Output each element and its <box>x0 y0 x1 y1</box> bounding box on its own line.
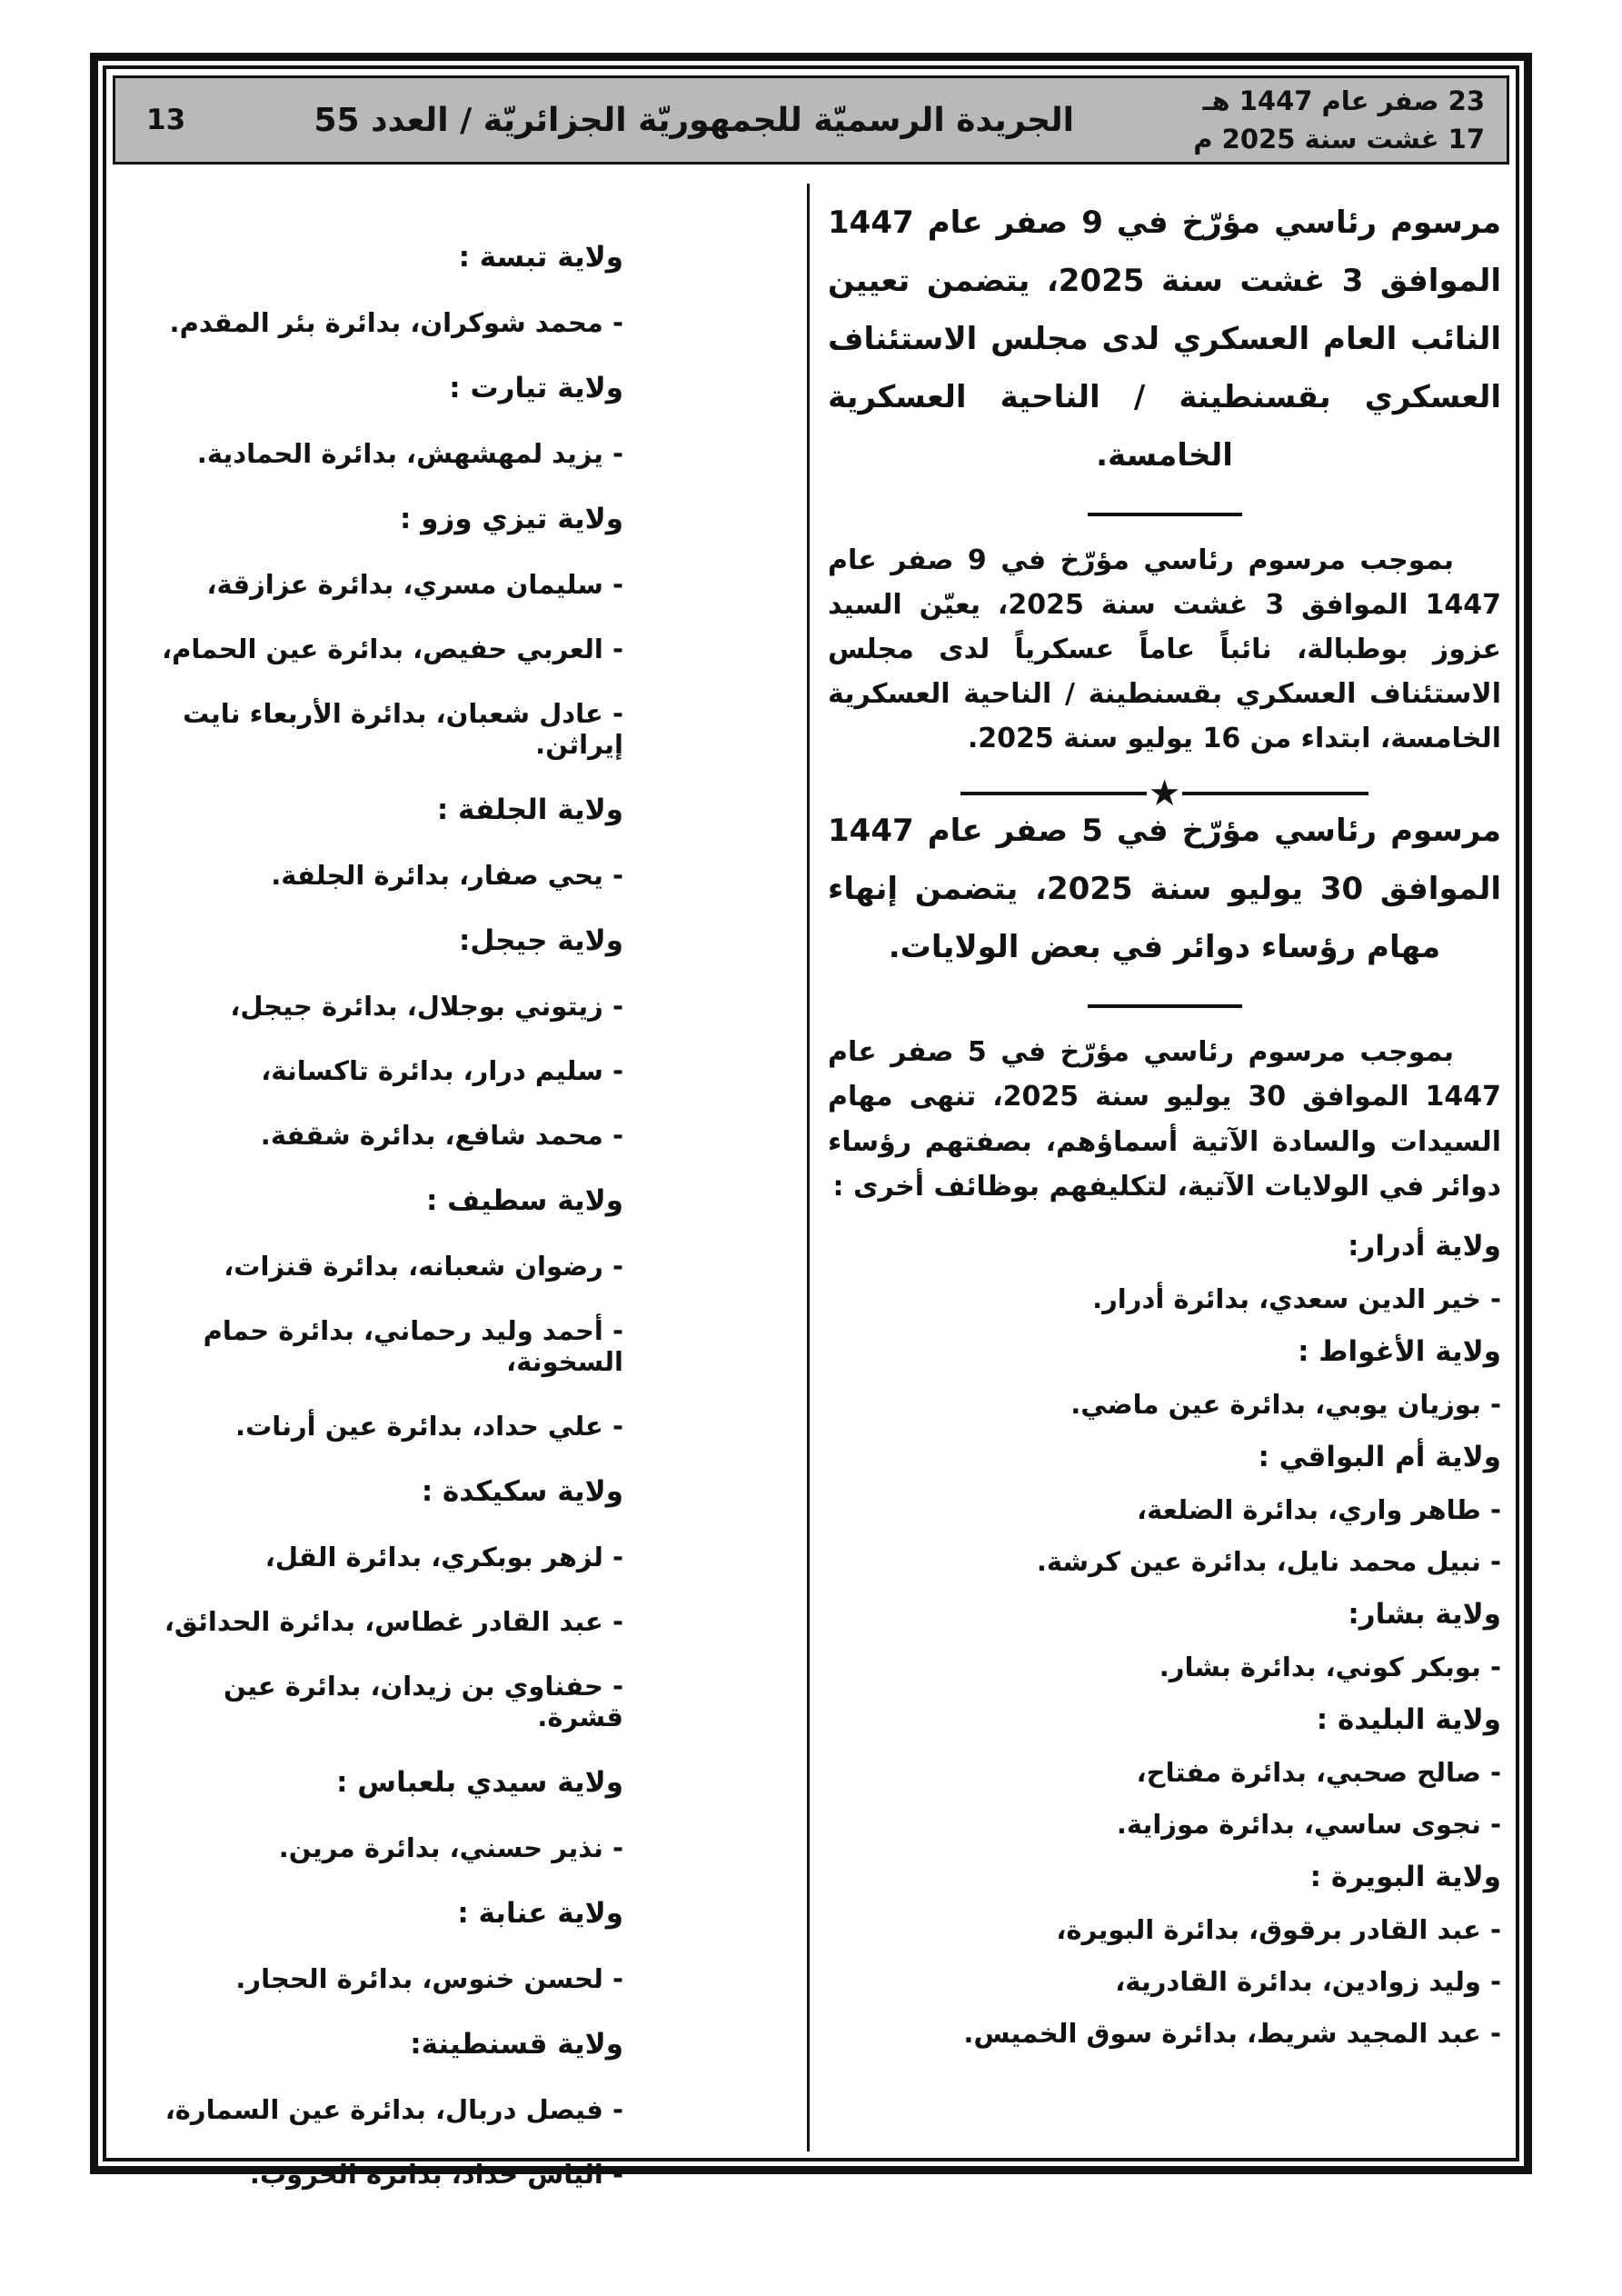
list-item: - محمد شوكران، بدائرة بئر المقدم. <box>169 307 623 338</box>
divider-line <box>1182 792 1368 795</box>
wilaya-heading: ولاية أدرار: <box>1348 1229 1501 1263</box>
decree-body: بموجب مرسوم رئاسي مؤرّخ في 5 صفر عام 1447 الموافق 30 يوليو سنة 2025، تنهى مهام السيدات والسادة الآتية أسماؤهم، بصفتهم رؤساء دوائر في الولايات الآتية، لتكليفهم بوظائف أخرى : <box>828 1036 1501 1203</box>
star-divider: ★ <box>855 792 1474 795</box>
list-item: - الياس حداد، بدائرة الخروب. <box>249 2159 623 2190</box>
list-item: - لزهر بوبكري، بدائرة القل، <box>264 1542 623 1572</box>
list-item: - نبيل محمد نايل، بدائرة عين كرشة. <box>1036 1545 1501 1577</box>
page-frame <box>90 53 1532 2190</box>
decree-title: مرسوم رئاسي مؤرّخ في 5 صفر عام 1447 الموافق 30 يوليو سنة 2025، يتضمن إنهاء مهام رؤساء دوائر في بعض الولايات. <box>828 813 1502 966</box>
wilaya-heading: ولاية بشار: <box>1348 1597 1501 1631</box>
section-divider <box>1088 513 1242 516</box>
wilaya-heading: ولاية الأغواط : <box>1298 1334 1501 1368</box>
list-item: - حفناوي بن زيدان، بدائرة عين قشرة. <box>223 1671 623 1732</box>
list-item: - سليمان مسري، بدائرة عزازقة، <box>206 569 623 600</box>
wilaya-list-right <box>828 1230 1501 2049</box>
list-item: - صالح صحبي، بدائرة مفتاح، <box>1136 1756 1501 1788</box>
gazette-title: الجريدة الرسميّة للجمهوريّة الجزائريّة / العدد 55 <box>313 101 1074 139</box>
wilaya-heading: ولاية سطيف : <box>425 1184 623 1217</box>
wilaya-heading: ولاية تيزي وزو : <box>400 503 623 535</box>
list-item: - خير الدين سعدي، بدائرة أدرار. <box>1092 1283 1501 1314</box>
wilaya-heading: ولاية تيارت : <box>449 372 623 404</box>
divider-line <box>960 792 1147 795</box>
list-item: - العربي حفيص، بدائرة عين الحمام، <box>162 634 623 664</box>
list-item: - زيتوني بوجلال، بدائرة جيجل، <box>230 991 623 1022</box>
list-item: - عبد القادر غطاس، بدائرة الحدائق، <box>164 1606 623 1637</box>
wilaya-heading: ولاية الجلفة : <box>436 794 623 826</box>
list-item: - عبد المجيد شريط، بدائرة سوق الخميس. <box>963 2017 1501 2049</box>
list-item: - لحسن خنوس، بدائرة الحجار. <box>235 1963 623 1994</box>
wilaya-heading: ولاية سكيكدة : <box>421 1475 623 1508</box>
wilaya-heading: ولاية عنابة : <box>457 1897 623 1930</box>
list-item: - طاهر واري، بدائرة الضلعة، <box>1137 1493 1501 1525</box>
wilaya-heading: ولاية تبسة : <box>458 241 623 274</box>
gazette-header <box>113 75 1509 165</box>
list-item: - بوبكر كوني، بدائرة بشار. <box>1159 1651 1501 1682</box>
wilaya-heading: ولاية قسنطينة: <box>410 2028 623 2061</box>
date-gregorian: 17 غشت سنة 2025 م <box>1193 124 1485 155</box>
list-item: - يزيد لمهشهش، بدائرة الحمادية. <box>196 438 623 469</box>
list-item: - عادل شعبان، بدائرة الأربعاء نايت إيراثن. <box>183 698 623 760</box>
list-item: - أحمد وليد رحماني، بدائرة حمام السخونة، <box>203 1315 623 1377</box>
list-item: - عبد القادر برقوق، بدائرة البويرة، <box>1056 1913 1501 1945</box>
list-item: - وليد زوادين، بدائرة القادرية، <box>1115 1965 1501 1997</box>
decree-title: مرسوم رئاسي مؤرّخ في 9 صفر عام 1447 الموافق 3 غشت سنة 2025، يتضمن تعيين النائب العام العسكري لدى مجلس الاستئناف العسكري بقسنطينة / الناحية العسكرية الخامسة. <box>828 205 1502 474</box>
page-frame-inner <box>103 65 1519 2190</box>
header-dates <box>1171 82 1507 158</box>
column-left <box>106 171 810 2190</box>
page-number: 13 <box>146 104 186 136</box>
decree-body: بموجب مرسوم رئاسي مؤرّخ في 9 صفر عام 1447 الموافق 3 غشت سنة 2025، يعيّن السيد عزوز بوطبالة، نائباً عاماً عسكرياً لدى مجلس الاستئناف العسكري بقسنطينة / الناحية العسكرية الخامسة، ابتداء من 16 يوليو سنة 2025. <box>828 544 1501 755</box>
list-item: - يحي صفار، بدائرة الجلفة. <box>271 860 623 891</box>
list-item: - بوزيان يوبي، بدائرة عين ماضي. <box>1070 1388 1501 1420</box>
wilaya-heading: ولاية سيدي بلعباس : <box>336 1766 623 1799</box>
list-item: - نذير حسني، بدائرة مرين. <box>278 1832 623 1863</box>
column-divider <box>807 184 810 2151</box>
wilaya-heading: ولاية جيجل: <box>459 924 623 957</box>
section-divider <box>1088 1004 1242 1008</box>
wilaya-heading: ولاية أم البواقي : <box>1258 1440 1501 1473</box>
wilaya-heading: ولاية البويرة : <box>1309 1860 1501 1893</box>
list-item: - رضوان شعبانه، بدائرة قنزات، <box>224 1251 623 1282</box>
date-hijri: 23 صفر عام 1447 هـ <box>1202 85 1485 116</box>
wilaya-list-left <box>134 241 623 2190</box>
wilaya-heading: ولاية البليدة : <box>1316 1702 1501 1736</box>
list-item: - نجوى ساسي، بدائرة موزاية. <box>1116 1808 1501 1840</box>
column-right <box>810 171 1516 2190</box>
list-item: - علي حداد، بدائرة عين أرنات. <box>235 1411 623 1442</box>
list-item: - فيصل دربال، بدائرة عين السمارة، <box>164 2094 623 2125</box>
list-item: - محمد شافع، بدائرة شقفة. <box>260 1120 623 1151</box>
page-content <box>106 171 1516 2190</box>
list-item: - سليم درار، بدائرة تاكسانة، <box>261 1055 623 1086</box>
